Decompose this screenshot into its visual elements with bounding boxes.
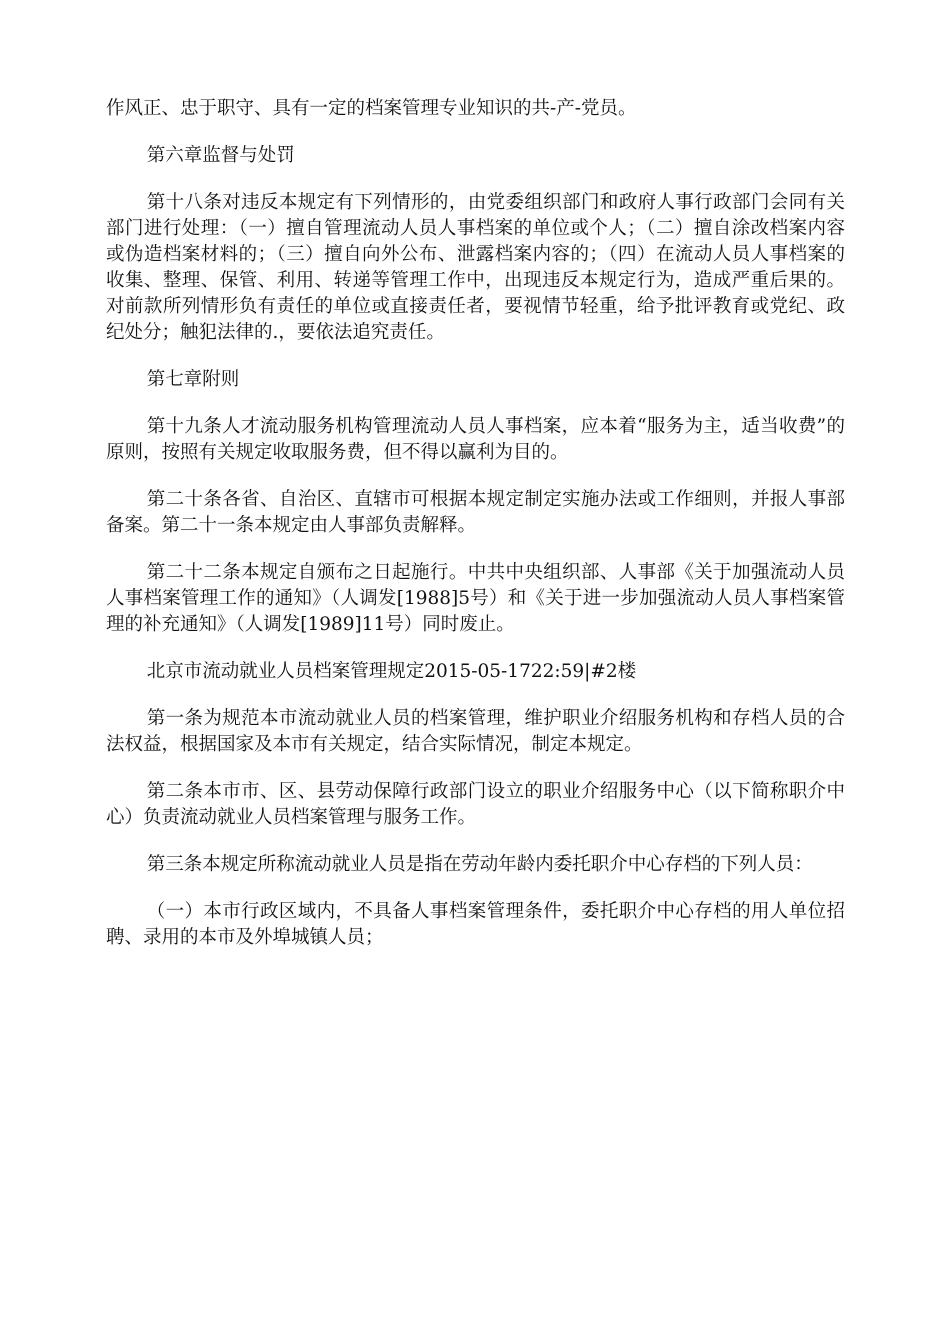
article-19-paragraph: 第十九条人才流动服务机构管理流动人员人事档案，应本着“服务为主，适当收费”的原则，按照有关规定收取服务费，但不得以赢利为目的。 [106, 416, 845, 463]
chapter-heading-6: 第六章监督与处罚 [146, 145, 295, 166]
article-20-21-paragraph: 第二十条各省、自治区、直辖市可根据本规定制定实施办法或工作细则，并报人事部备案。第二十一条本规定由人事部负责解释。 [106, 489, 845, 536]
article-18-paragraph: 第十八条对违反本规定有下列情形的，由党委组织部门和政府人事行政部门会同有关部门进行处理：（一）擅自管理流动人员人事档案的单位或个人；（二）擅自涂改档案内容或伪造档案材料的；（三）擅自向外公布、泄露档案内容的；（四）在流动人员人事档案的收集、整理、保管、利用、转递等管理工作中，出现违反本规定行为，造成严重后果的。对前款所列情形负有责任的单位或直接责任者，要视情节轻重，给予批评教育或党纪、政纪处分；触犯法律的.，要依法追究责任。 [106, 192, 845, 343]
chapter-heading-7: 第七章附则 [146, 369, 240, 390]
beijing-article-1-paragraph: 第一条为规范本市流动就业人员的档案管理，维护职业介绍服务机构和存档人员的合法权益，根据国家及本市有关规定，结合实际情况，制定本规定。 [106, 708, 845, 755]
section-title: 北京市流动就业人员档案管理规定2015-05-1722:59|#2楼 [146, 661, 637, 682]
article-22-paragraph: 第二十二条本规定自颁布之日起施行。中共中央组织部、人事部《关于加强流动人员人事档案管理工作的通知》（人调发[1988]5号）和《关于进一步加强流动人员人事档案管理的补充通知》（人调发[1989]11号）同时废止。 [106, 562, 845, 635]
paragraph-continuation: 作风正、忠于职守、具有一定的档案管理专业知识的共-产-党员。 [106, 98, 637, 119]
beijing-article-3-item-1: （一）本市行政区域内，不具备人事档案管理条件，委托职介中心存档的用人单位招聘、录用的本市及外埠城镇人员； [106, 901, 845, 948]
beijing-article-2-paragraph: 第二条本市市、区、县劳动保障行政部门设立的职业介绍服务中心（以下简称职介中心）负责流动就业人员档案管理与服务工作。 [106, 781, 845, 828]
beijing-article-3-paragraph: 第三条本规定所称流动就业人员是指在劳动年龄内委托职介中心存档的下列人员： [146, 854, 813, 875]
